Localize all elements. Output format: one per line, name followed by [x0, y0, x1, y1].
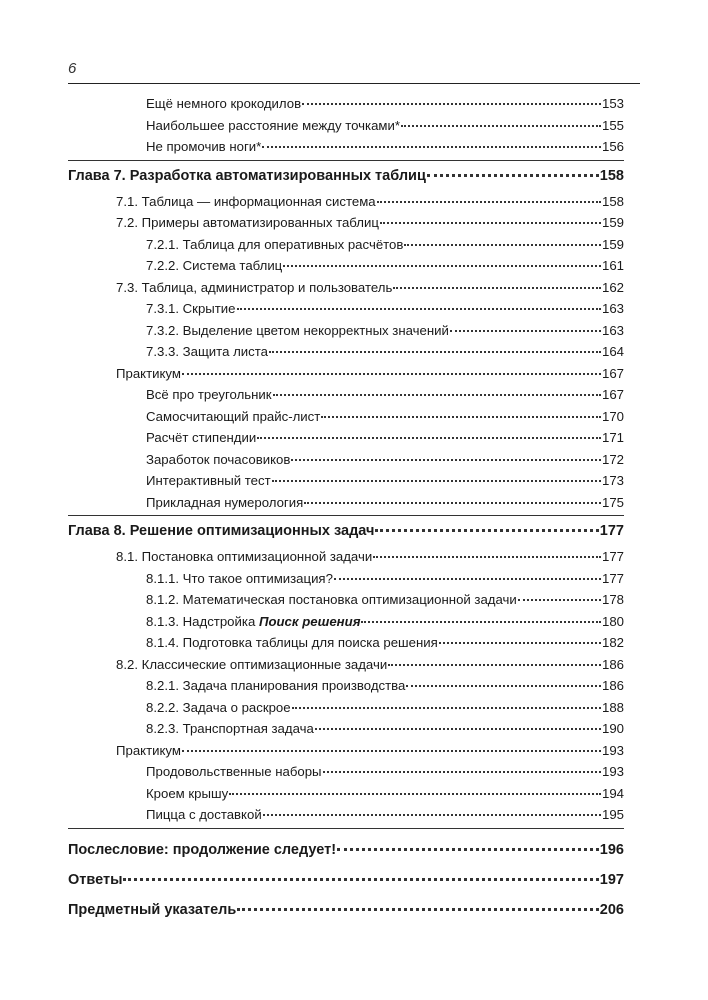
dot-leader [229, 792, 601, 795]
dot-leader [292, 706, 601, 709]
dot-leader [375, 528, 598, 532]
dot-leader [518, 598, 601, 601]
entry-title: Ещё немного крокодилов [146, 96, 302, 111]
entry-title: Интерактивный тест [146, 473, 271, 488]
entry-title: 7.2. Примеры автоматизированных таблиц [116, 215, 379, 230]
dot-leader [406, 684, 601, 687]
entry-title-prefix: 8.1.3. Надстройка [146, 613, 259, 629]
toc-entry[interactable] [68, 136, 624, 158]
table-of-contents [68, 93, 624, 925]
chapter-heading[interactable] [68, 161, 624, 191]
entry-title: 8.2.2. Задача о раскрое [146, 699, 291, 715]
entry-page: 167 [601, 365, 624, 381]
toc-entry[interactable] [68, 470, 624, 492]
entry-title: 7.1. Таблица — информационная система [116, 193, 376, 209]
dot-leader [450, 329, 601, 332]
entry-title: Расчёт стипендии [146, 430, 257, 445]
entry-title-emphasis: Поиск решения [258, 613, 361, 629]
entry-title: Послесловие: продолжение следует! [68, 841, 337, 858]
dot-leader [237, 307, 601, 310]
entry-page: 167 [601, 387, 624, 402]
entry-title: Не промочив ноги* [146, 139, 262, 154]
header-rule [68, 83, 640, 84]
toc-entry[interactable] [68, 427, 624, 449]
entry-page: 153 [601, 96, 624, 111]
entry-title: 8.2.1. Задача планирования производства [146, 678, 406, 693]
toc-entry[interactable] [68, 761, 624, 783]
entry-page: 196 [599, 841, 624, 858]
entry-page: 186 [601, 678, 624, 693]
chapter-7 [68, 161, 624, 514]
chapter-heading[interactable] [68, 516, 624, 546]
dot-leader [388, 663, 601, 666]
dot-leader [404, 243, 601, 246]
entry-page: 159 [601, 215, 624, 230]
entry-title: 8.2.3. Транспортная задача [146, 721, 314, 736]
entry-title: Наибольшее расстояние между точками* [146, 117, 400, 133]
entry-page: 193 [601, 764, 624, 779]
dot-leader [182, 749, 601, 752]
toc-entry[interactable] [68, 363, 624, 385]
entry-page: 190 [601, 721, 624, 736]
entry-title: 7.2.1. Таблица для оперативных расчётов [146, 236, 404, 252]
entry-title: Ответы [68, 871, 123, 888]
prelude-entries [68, 93, 624, 158]
dot-leader [321, 415, 601, 418]
entry-page: 158 [599, 167, 624, 184]
entry-title: 7.3.1. Скрытие [146, 301, 236, 316]
toc-entry[interactable] [68, 93, 624, 115]
dot-leader [291, 458, 601, 461]
dot-leader [323, 770, 601, 773]
dot-leader [393, 286, 601, 289]
entry-page: 158 [601, 193, 624, 209]
entry-page: 162 [601, 279, 624, 295]
entry-page: 163 [601, 322, 624, 338]
toc-entry[interactable] [68, 568, 624, 590]
dot-leader [373, 555, 601, 558]
entry-page: 171 [601, 430, 624, 445]
entry-page: 177 [601, 549, 624, 564]
toc-entry[interactable] [68, 783, 624, 805]
dot-leader [401, 124, 601, 127]
entry-title: 7.2.2. Система таблиц [146, 258, 283, 273]
toc-entry[interactable] [68, 191, 624, 213]
major-section-entry[interactable] [68, 835, 624, 865]
toc-entry[interactable] [68, 697, 624, 719]
toc-entry[interactable] [68, 255, 624, 277]
toc-entry[interactable] [68, 589, 624, 611]
entry-page: 161 [601, 258, 624, 273]
dot-leader [334, 577, 601, 580]
entry-page: 188 [601, 699, 624, 715]
entry-title: 7.3.3. Защита листа [146, 344, 268, 359]
entry-page: 173 [601, 473, 624, 488]
dot-leader [439, 641, 601, 644]
toc-entry[interactable] [68, 298, 624, 320]
toc-entry[interactable] [68, 654, 624, 676]
entry-page: 163 [601, 301, 624, 316]
entry-page: 197 [599, 871, 624, 888]
toc-entry[interactable] [68, 320, 624, 342]
toc-entry[interactable] [68, 718, 624, 740]
dot-leader [123, 877, 598, 881]
dot-leader [304, 501, 601, 504]
toc-entry[interactable] [68, 611, 624, 633]
dot-leader [272, 479, 601, 482]
entry-title: 8.1. Постановка оптимизационной задачи [116, 549, 373, 564]
entry-page: 156 [601, 139, 624, 154]
entry-page: 178 [601, 592, 624, 607]
dot-leader [361, 620, 601, 623]
dot-leader [315, 727, 601, 730]
entry-title: 7.3.2. Выделение цветом некорректных значений [146, 322, 449, 338]
entry-page: 182 [601, 635, 624, 650]
toc-entry[interactable] [68, 234, 624, 256]
dot-leader [273, 393, 601, 396]
entry-page: 186 [601, 656, 624, 672]
entry-page: 180 [601, 613, 624, 629]
entry-title: Глава 8. Решение оптимизационных задач [68, 523, 375, 539]
dot-leader [269, 350, 601, 353]
dot-leader [263, 813, 601, 816]
closing-entries [68, 829, 624, 925]
toc-entry[interactable] [68, 492, 624, 514]
toc-entry[interactable] [68, 212, 624, 234]
entry-title: Продовольственные наборы [146, 764, 322, 779]
chapter-8 [68, 516, 624, 826]
entry-title: Практикум [116, 742, 181, 758]
entry-title: 7.3. Таблица, администратор и пользователь [116, 279, 393, 295]
entry-page: 172 [601, 451, 624, 467]
entry-title: Глава 7. Разработка автоматизированных таблиц [68, 167, 426, 184]
entry-title: Кроем крышу [146, 785, 229, 801]
dot-leader [427, 173, 599, 177]
dot-leader [377, 200, 601, 203]
entry-page: 195 [601, 807, 624, 822]
dot-leader [302, 102, 601, 105]
toc-entry[interactable] [68, 632, 624, 654]
toc-entry[interactable] [68, 740, 624, 762]
entry-title: Пицца с доставкой [146, 807, 262, 822]
toc-entry[interactable] [68, 277, 624, 299]
dot-leader [337, 847, 599, 851]
entry-title [146, 611, 360, 633]
entry-title: Самосчитающий прайс-лист [146, 408, 321, 424]
entry-title: Всё про треугольник [146, 387, 272, 402]
toc-entry[interactable] [68, 406, 624, 428]
page-number: 6 [68, 60, 77, 77]
toc-entry[interactable] [68, 804, 624, 826]
major-section-entry[interactable] [68, 865, 624, 895]
entry-title: 8.1.4. Подготовка таблицы для поиска решения [146, 635, 438, 650]
dot-leader [262, 145, 601, 148]
entry-page: 177 [601, 570, 624, 586]
entry-page: 155 [601, 117, 624, 133]
toc-entry[interactable] [68, 341, 624, 363]
entry-page: 170 [601, 408, 624, 424]
toc-entry[interactable] [68, 115, 624, 137]
toc-entry[interactable] [68, 675, 624, 697]
major-section-entry[interactable] [68, 895, 624, 925]
entry-title: Предметный указатель [68, 901, 237, 918]
entry-title: Заработок почасовиков [146, 451, 291, 467]
entry-title: Практикум [116, 365, 181, 381]
toc-entry[interactable] [68, 546, 624, 568]
entry-page: 177 [599, 523, 624, 539]
entry-page: 159 [601, 236, 624, 252]
entry-title: 8.1.2. Математическая постановка оптимизационной задачи [146, 592, 517, 607]
entry-page: 164 [601, 344, 624, 359]
entry-page: 193 [601, 742, 624, 758]
dot-leader [182, 372, 601, 375]
entry-title: 8.1.1. Что такое оптимизация? [146, 570, 333, 586]
dot-leader [380, 221, 601, 224]
toc-entry[interactable] [68, 449, 624, 471]
dot-leader [257, 436, 601, 439]
toc-entry[interactable] [68, 384, 624, 406]
entry-page: 194 [601, 785, 624, 801]
entry-title: 8.2. Классические оптимизационные задачи [116, 656, 388, 672]
entry-page: 175 [601, 494, 624, 510]
dot-leader [237, 907, 599, 911]
entry-page: 206 [599, 901, 624, 918]
dot-leader [283, 264, 601, 267]
entry-title: Прикладная нумерология [146, 494, 304, 510]
